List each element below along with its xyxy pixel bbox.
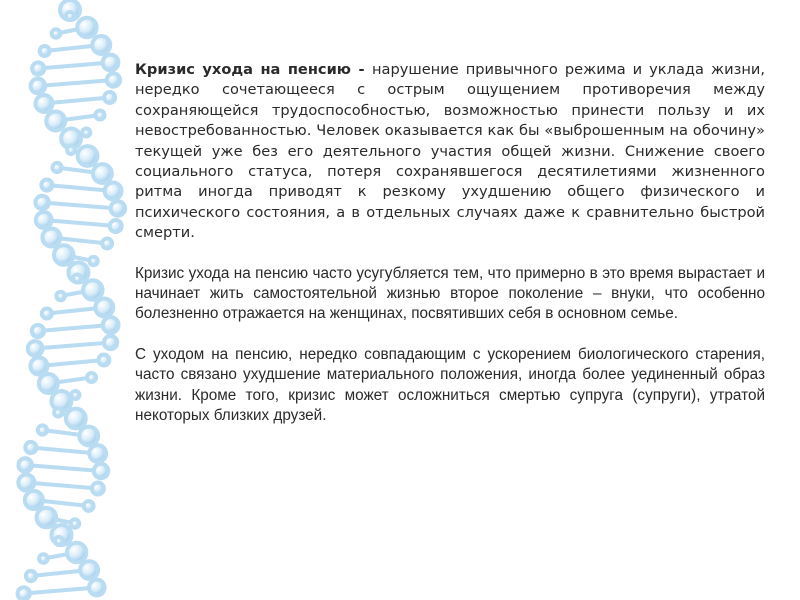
dna-bead	[89, 580, 105, 596]
dna-bead	[111, 201, 126, 216]
dna-bead	[104, 92, 115, 103]
dna-bead	[36, 212, 52, 228]
dna-bead	[67, 543, 86, 562]
dna-bead	[89, 257, 97, 265]
dna-bead	[30, 357, 47, 374]
dna-rung	[42, 203, 118, 209]
paragraph-aging: С уходом на пенсию, нередко совпадающим с ускорением биологического старения, часто связано ухудшение материального положения, иногда более уединенный образ жизни. Кроме того, кризис может осложниться смертью супруга (супруги), утратой некоторых близких друзей.	[135, 345, 765, 425]
dna-bead	[32, 325, 44, 337]
dna-bead	[25, 491, 43, 509]
dna-bead	[107, 73, 120, 86]
dna-bead	[55, 537, 63, 545]
dna-rung	[25, 465, 101, 471]
dna-bead	[105, 183, 122, 200]
dna-bead	[38, 425, 47, 434]
dna-bead	[18, 458, 32, 472]
dna-bead	[73, 274, 81, 282]
dna-rung	[35, 343, 110, 349]
dna-bead	[67, 146, 75, 154]
dna-bead	[41, 179, 52, 190]
dna-bead	[83, 280, 102, 299]
dna-rung	[38, 325, 111, 331]
dna-bead	[31, 79, 46, 94]
dna-bead	[77, 18, 96, 37]
paragraph-grandchildren: Кризис ухода на пенсию часто усугубляется тем, что примерно в это время вырастает и начинает жить самостоятельной жизнью второе поколение – внуки, что особенно болезненно отражается на женщинах, посвятивших себя в основном семье.	[135, 264, 765, 323]
dna-rung	[24, 588, 97, 594]
dna-bead	[94, 464, 108, 478]
dna-bead	[39, 374, 58, 393]
dna-rung	[44, 220, 116, 226]
dna-bead	[37, 508, 57, 528]
dna-bead	[80, 561, 98, 579]
dna-bead	[32, 62, 44, 74]
dna-rung	[26, 483, 98, 489]
dna-bead	[42, 228, 60, 246]
dna-bead	[84, 501, 94, 511]
dna-bead	[103, 317, 119, 333]
dna-bead	[93, 164, 112, 183]
dna-bead	[66, 12, 74, 20]
dna-bead	[98, 355, 109, 366]
paragraph-definition-text: нарушение привычного режима и уклада жизни, нередко сочетающееся с острым ощущением противоречия между сохраняющейся трудоспособностью, возможностью принести пользу и их невостребованностью. Человек оказывается как бы «выброшенным на обочину» текущей уже без его деятельного участия общей жизни. Снижение своего социального статуса, потеря сохранявшегося десятилетиями жизненного ритма иногда приводят к резкому ухудшению общего физического и психического состояния, а в отдельных случаях даже к сравнительно быстрой смерти.	[135, 61, 765, 242]
dna-bead	[92, 36, 110, 54]
dna-rung	[38, 63, 110, 69]
dna-bead	[87, 373, 96, 382]
dna-bead	[102, 239, 112, 249]
dna-bead	[79, 427, 98, 446]
dna-bead	[18, 587, 30, 599]
dna-bead	[52, 29, 61, 38]
dna-bead	[82, 128, 90, 136]
term-retirement-crisis: Кризис ухода на пенсию -	[135, 61, 372, 78]
dna-bead	[53, 163, 62, 172]
dna-bead	[110, 220, 122, 232]
dna-bead	[42, 308, 52, 318]
dna-helix-icon	[0, 0, 130, 600]
dna-bead	[66, 409, 86, 429]
dna-bead	[35, 95, 52, 112]
dna-bead	[46, 112, 65, 131]
dna-bead	[95, 110, 104, 119]
dna-bead	[26, 571, 36, 581]
paragraph-definition	[135, 60, 765, 244]
dna-bead	[56, 292, 65, 301]
dna-bead	[40, 46, 50, 56]
dna-bead	[25, 442, 36, 453]
dna-bead	[71, 519, 79, 527]
dna-rung	[38, 80, 114, 86]
dna-bead	[54, 245, 74, 265]
dna-bead	[104, 336, 117, 349]
dna-bead	[18, 474, 34, 490]
dna-bead	[89, 445, 106, 462]
dna-bead	[39, 554, 48, 563]
dna-bead	[92, 483, 104, 495]
dna-bead	[28, 341, 43, 356]
slide-content	[135, 60, 765, 447]
dna-bead	[35, 196, 48, 209]
dna-bead	[95, 299, 113, 317]
dna-bead	[103, 55, 119, 71]
dna-bead	[78, 146, 98, 166]
dna-bead	[54, 408, 62, 416]
